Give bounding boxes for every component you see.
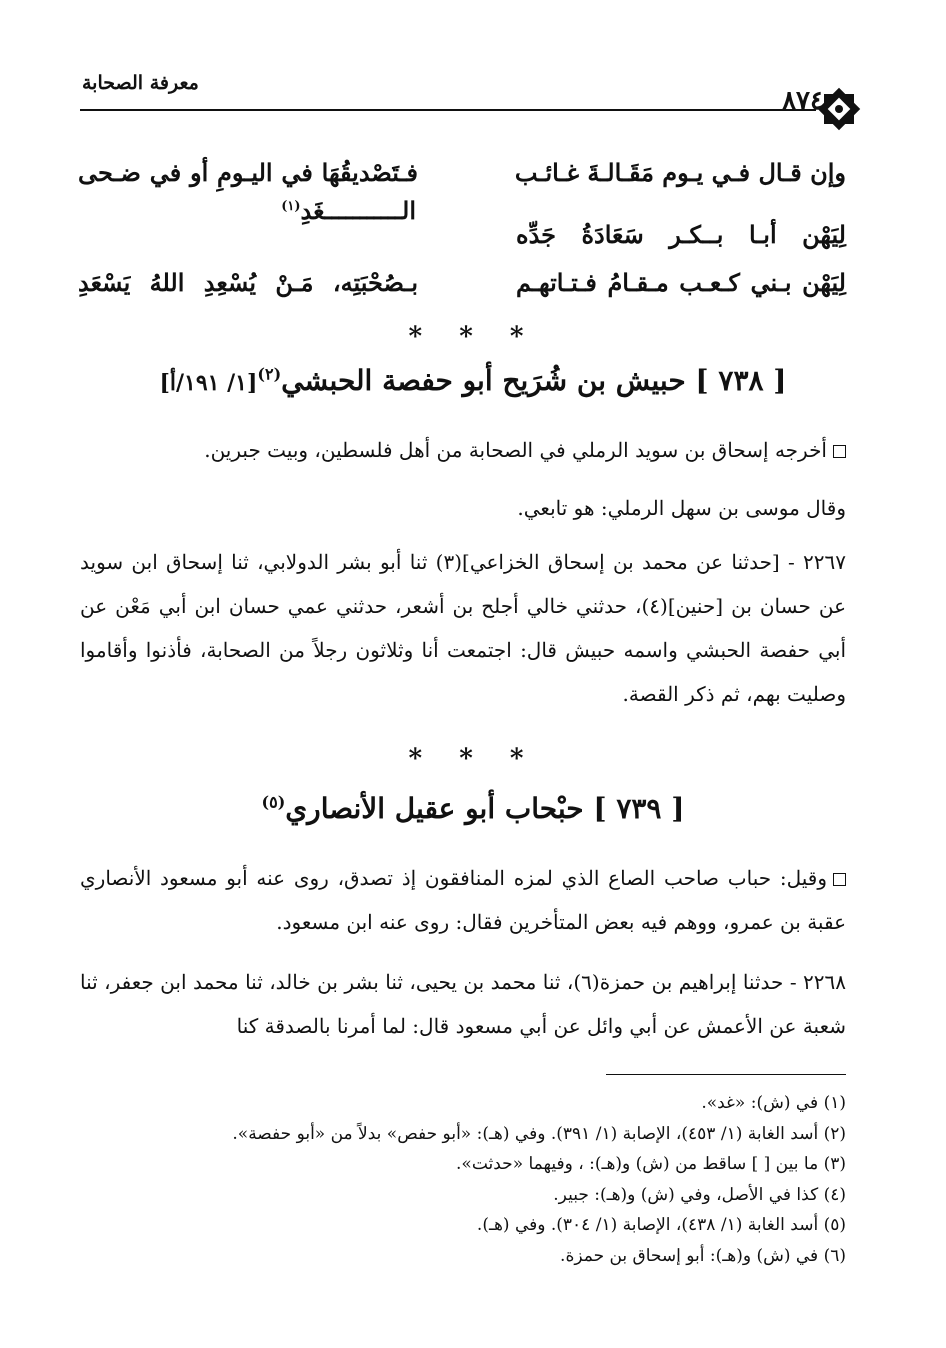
section-separator: * * * [408, 744, 538, 774]
entry-intro [80, 856, 846, 944]
poem-line [281, 196, 416, 225]
running-header-title: معرفة الصحابة [82, 72, 199, 94]
ornament-icon [810, 80, 868, 138]
square-bullet-icon [833, 445, 846, 458]
poem-line-text: الـــــــــــغَدِ [300, 196, 416, 225]
entry-title: [ ٧٣٩ ] حبْحاب أبو عقيل الأنصاري [285, 792, 685, 825]
intro-text: وقيل: حباب صاحب الصاع الذي لمزه المنافقون إذ تصدق، روى عنه أبو مسعود الأنصاري عقبة بن عمرو، ووهم فيه بعض المتأخرين فقال: روى عنه ابن مسعود. [80, 866, 846, 934]
entry-remark: وقال موسى بن سهل الرملي: هو تابعي. [517, 496, 846, 520]
poem-line: بـصُحْبَتِه، مَـنْ يُسْعِدِ اللهُ يَسْعَدِ [78, 268, 418, 297]
square-bullet-icon [833, 873, 846, 886]
footnote-ref: (٢) [257, 364, 282, 384]
poem-line: فـتَصْديقُهَا في اليـومِ أو في ضـحى [78, 158, 418, 187]
page-number: ٨٧٤ [782, 86, 824, 116]
entry-heading [0, 364, 946, 397]
hadith-paragraph: ٢٢٦٧ - [حدثنا عن محمد بن إسحاق الخزاعي](٣) ثنا أبو بشر الدولابي، ثنا إسحاق ابن سويد عن حسان بن [حنين](٤)، حدثني خالي أجلح بن أشعر، حدثني عمي حسان ابن أبي مَعْن عن أبي حفصة الحبشي واسمه حبيش قال: اجتمعت أنا وثلاثون رجلاً من الصحابة، فأذنوا وأقاموا وصليت بهم، ثم ذكر القصة. [80, 550, 847, 706]
footnote-ref: (٥) [261, 792, 286, 812]
entry-intro [100, 428, 846, 472]
footnote: (٦) في (ش) و(هـ): أبو إسحاق بن حمزة. [560, 1245, 846, 1266]
footnotes [60, 1088, 846, 1271]
footnote: (٢) أسد الغابة (١/ ٤٥٣)، الإصابة (١/ ٣٩١). وفي (هـ): «أبو حفص» بدلاً من «أبو حفصة». [232, 1123, 846, 1144]
poem-line: وإن قـال فـي يـوم مَقَـالـةَ غـائـب [514, 158, 846, 187]
poem-line: لِيَهْن بـني كـعـب مـقـامُ فـتـاتهـم [516, 268, 846, 297]
folio-ref: [١/ ١٩١/أ] [159, 370, 258, 396]
footnote: (٣) ما بين [ ] ساقط من (ش) و(هـ): ، وفيهما «حدثت». [456, 1154, 846, 1174]
footnote: (٥) أسد الغابة (١/ ٤٣٨)، الإصابة (١/ ٣٠٤). وفي (هـ). [476, 1215, 846, 1235]
footnote-rule [606, 1074, 846, 1075]
hadith-paragraph: ٢٢٦٨ - حدثنا إبراهيم بن حمزة(٦)، ثنا محمد بن يحيى، ثنا بشر بن خالد، ثنا محمد ابن جعفر، ثنا شعبة عن الأعمش عن أبي وائل عن أبي مسعود قال: لما أمرنا بالصدقة كنا [80, 970, 846, 1038]
entry-heading [0, 792, 946, 825]
footnote: (٤) كذا في الأصل، وفي (ش) و(هـ): جبير. [553, 1184, 846, 1205]
poem-line: لِيَهْن أبـا بــكـر سَعَادَةُ جَدِّه [516, 220, 846, 249]
header-rule [80, 109, 816, 111]
section-separator: * * * [408, 322, 538, 352]
intro-text: أخرجه إسحاق بن سويد الرملي في الصحابة من أهل فلسطين، وبيت جبرين. [204, 438, 827, 462]
footnote-ref: (١) [281, 199, 301, 214]
entry-title: [ ٧٣٨ ] حبيش بن شُرَيح أبو حفصة الحبشي [281, 364, 787, 397]
footnote: (١) في (ش): «غد». [701, 1093, 846, 1113]
